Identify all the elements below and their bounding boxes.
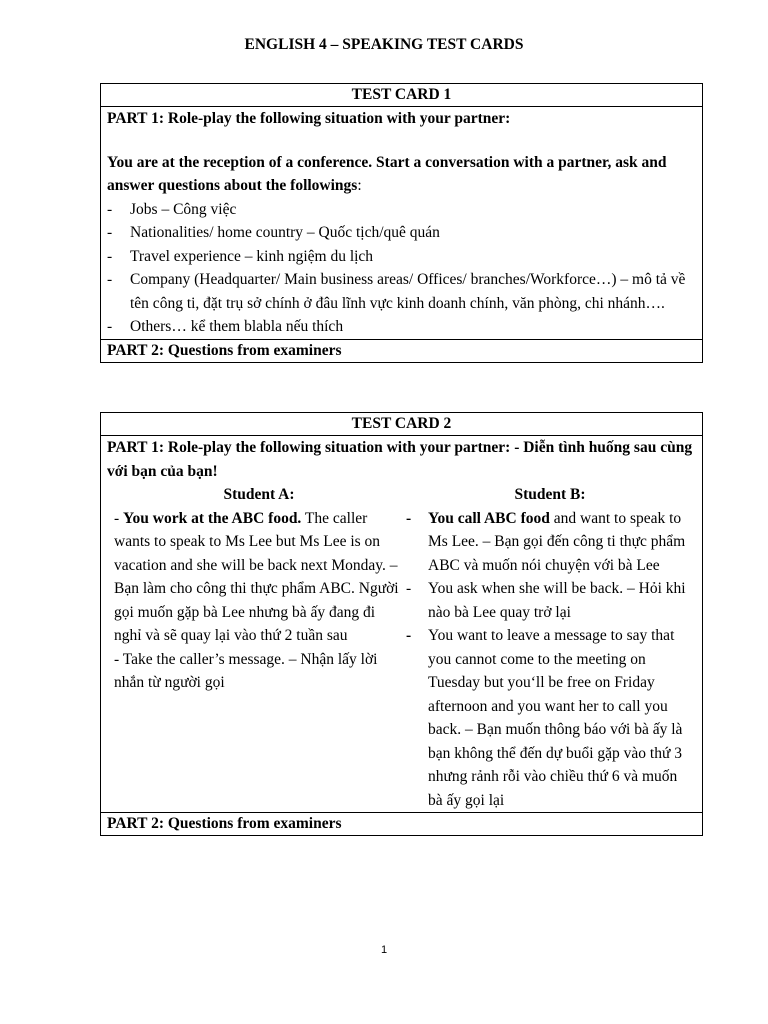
test-card-1 bbox=[100, 83, 703, 363]
student-a-role bbox=[114, 507, 404, 648]
student-columns bbox=[107, 483, 694, 812]
test-card-2-body bbox=[101, 436, 702, 812]
card1-part2: PART 2: Questions from examiners bbox=[101, 339, 702, 362]
card1-topic-list bbox=[107, 198, 694, 339]
page-number: 1 bbox=[380, 944, 388, 956]
card1-intro-tail: : bbox=[357, 177, 362, 194]
student-b-list bbox=[406, 507, 694, 813]
test-card-1-body bbox=[101, 107, 702, 339]
card1-intro bbox=[107, 151, 694, 198]
list-item: - Nationalities/ home country – Quốc tịch/quê quán bbox=[107, 221, 694, 245]
card1-part1-instruction: PART 1: Role-play the following situation with your partner: bbox=[107, 110, 511, 127]
test-card-2-heading: TEST CARD 2 bbox=[101, 413, 702, 436]
student-a-role-text: The caller wants to speak to Ms Lee but Ms Lee is on vacation and she will be back next Monday. – Bạn làm cho công thi thực phẩm ABC. Người gọi muốn gặp bà Lee nhưng bà ấy đang đi nghỉ và sẽ quay lại vào thứ 2 tuần sau bbox=[114, 509, 399, 644]
list-item bbox=[406, 577, 694, 624]
list-marker: - bbox=[406, 509, 412, 527]
card2-part1-instruction: PART 1: Role-play the following situation with your partner: - Diễn tình huống sau cùng với bạn của bạn! bbox=[107, 439, 693, 480]
spacer bbox=[107, 131, 694, 151]
student-b-item-text: You want to leave a message to say that you cannot come to the meeting on Tuesday but you‘ll be free on Friday afternoon and you want her to call you back. – Bạn muốn thông báo với bà ấy là bạn không thể đến dự buổi gặp vào thứ 3 nhưng rảnh rỗi vào chiều thứ 6 và muốn bà ấy gọi lại bbox=[428, 627, 683, 809]
student-a-role-bold: You work at the ABC food. bbox=[123, 509, 302, 527]
list-marker: - bbox=[406, 580, 412, 597]
student-a-prefix: - bbox=[114, 509, 124, 527]
list-item: - Travel experience – kinh ngiệm du lịch bbox=[107, 245, 694, 269]
list-item: - Company (Headquarter/ Main business areas/ Offices/ branches/Workforce…) – mô tả về tên công ti, đặt trụ sở chính ở đâu lĩnh vực kinh doanh chính, văn phòng, chi nhánh…. bbox=[107, 268, 694, 315]
student-b-role-text: and want to speak to Ms Lee. – Bạn gọi đến công ti thực phẩm ABC và muốn nói chuyện với bà Lee bbox=[428, 509, 686, 574]
card2-part2: PART 2: Questions from examiners bbox=[101, 812, 702, 835]
student-a-column bbox=[107, 483, 404, 812]
list-item: - Others… kể them blabla nếu thích bbox=[107, 315, 694, 339]
student-a-label: Student A: bbox=[223, 486, 295, 503]
student-b-label: Student B: bbox=[514, 486, 586, 503]
list-marker: - bbox=[406, 627, 412, 644]
list-item bbox=[406, 507, 694, 578]
test-card-2 bbox=[100, 412, 703, 836]
list-item: - Jobs – Công việc bbox=[107, 198, 694, 222]
student-b-column bbox=[404, 483, 694, 812]
card1-intro-bold: You are at the reception of a conference. Start a conversation with a partner, ask and answer questions about the followings bbox=[107, 153, 667, 194]
list-item bbox=[406, 624, 694, 812]
student-b-item-text: You ask when she will be back. – Hỏi khi nào bà Lee quay trở lại bbox=[428, 580, 686, 621]
test-card-1-heading: TEST CARD 1 bbox=[101, 84, 702, 107]
document-title: ENGLISH 4 – SPEAKING TEST CARDS bbox=[244, 36, 524, 53]
student-a-task: - Take the caller’s message. – Nhận lấy lời nhắn từ người gọi bbox=[114, 650, 378, 691]
student-b-role-bold: You call ABC food bbox=[428, 509, 550, 527]
